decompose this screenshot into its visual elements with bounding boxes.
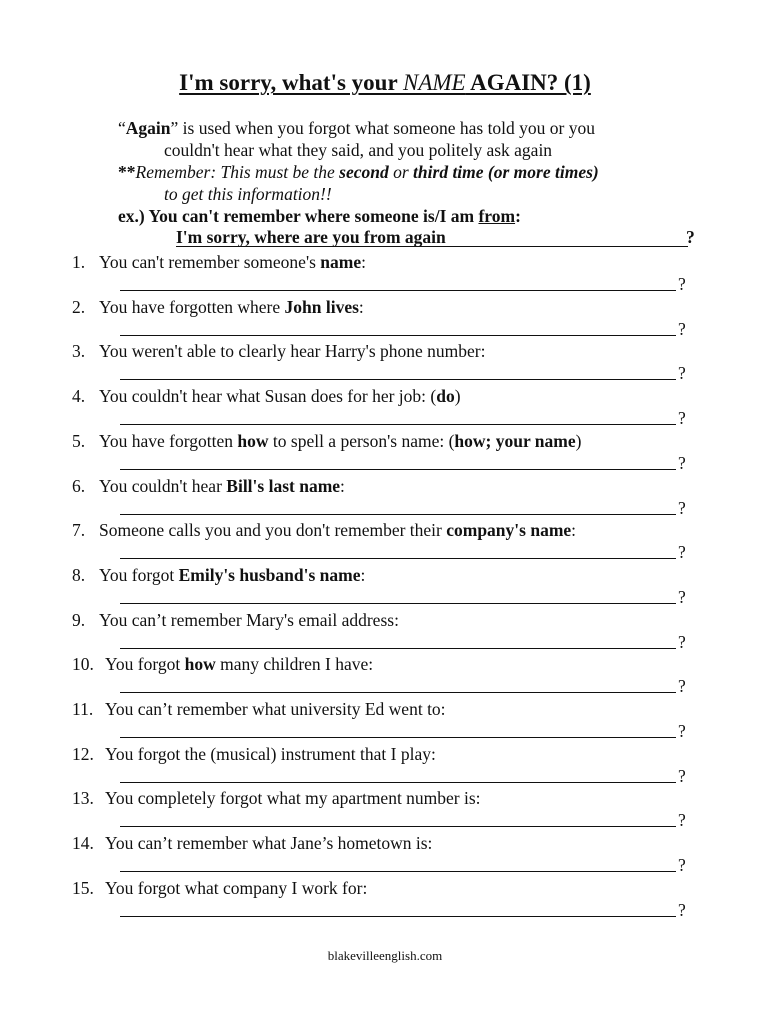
- title-part-3: AGAIN? (1): [465, 70, 591, 95]
- question-item: [72, 565, 365, 585]
- answer-line[interactable]: [120, 289, 676, 291]
- question-text: You weren't able to clearly hear Harry's phone number:: [99, 341, 486, 361]
- answer-line[interactable]: [120, 736, 676, 738]
- answer-line[interactable]: [120, 378, 676, 380]
- answer-line[interactable]: [120, 691, 676, 693]
- intro-line-2: couldn't hear what they said, and you politely ask again: [164, 140, 553, 160]
- question-text: You forgot: [99, 565, 179, 585]
- answer-question-mark: ?: [678, 855, 686, 875]
- question-number: 5.: [72, 431, 86, 451]
- question-number: 10.: [72, 654, 94, 674]
- page-title: [0, 70, 770, 96]
- question-keyword: how; your name: [454, 431, 576, 451]
- question-number: 15.: [72, 878, 94, 898]
- question-item: [72, 610, 399, 630]
- answer-line[interactable]: [120, 647, 676, 649]
- question-number: 8.: [72, 565, 86, 585]
- answer-question-mark: ?: [678, 676, 686, 696]
- answer-question-mark: ?: [678, 632, 686, 652]
- question-text: Someone calls you and you don't remember their: [99, 520, 447, 540]
- answer-line[interactable]: [120, 602, 676, 604]
- question-text-end: :: [358, 297, 364, 317]
- question-number: 12.: [72, 744, 94, 764]
- title-name-word: NAME: [403, 70, 466, 95]
- example-prompt: ex.) You can't remember where someone is/I am from:: [118, 206, 521, 226]
- question-item: [72, 744, 436, 764]
- answer-question-mark: ?: [678, 766, 686, 786]
- question-text: You couldn't hear what Susan does for her job: (: [99, 386, 437, 406]
- example-question-mark: ?: [686, 227, 695, 247]
- example-from-word: from: [478, 206, 516, 226]
- answer-line[interactable]: [120, 513, 676, 515]
- answer-line[interactable]: [120, 334, 676, 336]
- answer-line[interactable]: [120, 825, 676, 827]
- answer-question-mark: ?: [678, 408, 686, 428]
- question-text: You can’t remember what university Ed went to:: [105, 699, 446, 719]
- question-text: You forgot the (musical) instrument that I play:: [105, 744, 436, 764]
- question-item: [72, 297, 364, 317]
- answer-question-mark: ?: [678, 453, 686, 473]
- question-item: [72, 654, 373, 674]
- question-keyword: name: [320, 252, 362, 272]
- intro-line-1: “Again” is used when you forgot what someone has told you or you: [118, 118, 595, 138]
- question-text: You can’t remember what Jane’s hometown is:: [105, 833, 433, 853]
- question-text: You can’t remember Mary's email address:: [99, 610, 399, 630]
- question-item: [72, 476, 345, 496]
- question-text: You can't remember someone's: [99, 252, 321, 272]
- question-item: [72, 386, 461, 406]
- question-keyword: do: [436, 386, 455, 406]
- question-text-end: :: [361, 252, 366, 272]
- footer-url: blakevilleenglish.com: [327, 948, 443, 963]
- question-item: [72, 431, 581, 451]
- answer-line[interactable]: [120, 423, 676, 425]
- question-number: 7.: [72, 520, 86, 540]
- question-text: You have forgotten where: [99, 297, 285, 317]
- question-number: 9.: [72, 610, 86, 630]
- question-text-end: :: [571, 520, 577, 540]
- answer-question-mark: ?: [678, 721, 686, 741]
- answer-question-mark: ?: [678, 274, 686, 294]
- question-number: 1.: [72, 252, 86, 272]
- answer-question-mark: ?: [678, 587, 686, 607]
- question-text-end: to spell a person's name: (: [268, 431, 455, 451]
- question-keyword: John lives: [284, 297, 359, 317]
- question-keyword: company's name: [446, 520, 572, 540]
- answer-line[interactable]: [120, 915, 676, 917]
- answer-line[interactable]: [120, 468, 676, 470]
- answer-line[interactable]: [120, 557, 676, 559]
- question-number: 4.: [72, 386, 86, 406]
- question-number: 3.: [72, 341, 86, 361]
- question-keyword: how: [184, 654, 216, 674]
- question-text-end: many children I have:: [215, 654, 374, 674]
- question-text: You forgot what company I work for:: [105, 878, 368, 898]
- question-number: 2.: [72, 297, 86, 317]
- remember-note-line-2: to get this information!!: [164, 184, 332, 204]
- question-text: You have forgotten: [99, 431, 238, 451]
- question-text-end: ): [575, 431, 582, 451]
- example-answer: I'm sorry, where are you from again: [176, 229, 688, 247]
- question-text: You forgot: [105, 654, 185, 674]
- question-number: 14.: [72, 833, 94, 853]
- question-number: 11.: [72, 699, 94, 719]
- question-number: 13.: [72, 788, 94, 808]
- answer-question-mark: ?: [678, 319, 686, 339]
- question-item: [72, 341, 486, 361]
- question-text-end: :: [340, 476, 345, 496]
- answer-question-mark: ?: [678, 363, 686, 383]
- question-item: [72, 252, 366, 272]
- answer-line[interactable]: [120, 870, 676, 872]
- answer-question-mark: ?: [678, 900, 686, 920]
- answer-question-mark: ?: [678, 498, 686, 518]
- question-keyword: Bill's last name: [226, 476, 341, 496]
- question-keyword: how: [237, 431, 269, 451]
- question-item: [72, 520, 576, 540]
- question-item: [72, 788, 481, 808]
- question-text-end: ): [454, 386, 461, 406]
- question-number: 6.: [72, 476, 86, 496]
- remember-note: **Remember: This must be the second or third time (or more times): [118, 162, 599, 182]
- answer-line[interactable]: [120, 781, 676, 783]
- question-text: You completely forgot what my apartment number is:: [105, 788, 481, 808]
- answer-question-mark: ?: [678, 810, 686, 830]
- question-item: [72, 833, 432, 853]
- question-item: [72, 699, 446, 719]
- title-part-1: I'm sorry, what's your: [179, 70, 403, 95]
- question-text-end: :: [360, 565, 366, 585]
- again-word: Again: [125, 118, 171, 138]
- question-keyword: Emily's husband's name: [178, 565, 361, 585]
- question-item: [72, 878, 367, 898]
- question-text: You couldn't hear: [99, 476, 227, 496]
- answer-question-mark: ?: [678, 542, 686, 562]
